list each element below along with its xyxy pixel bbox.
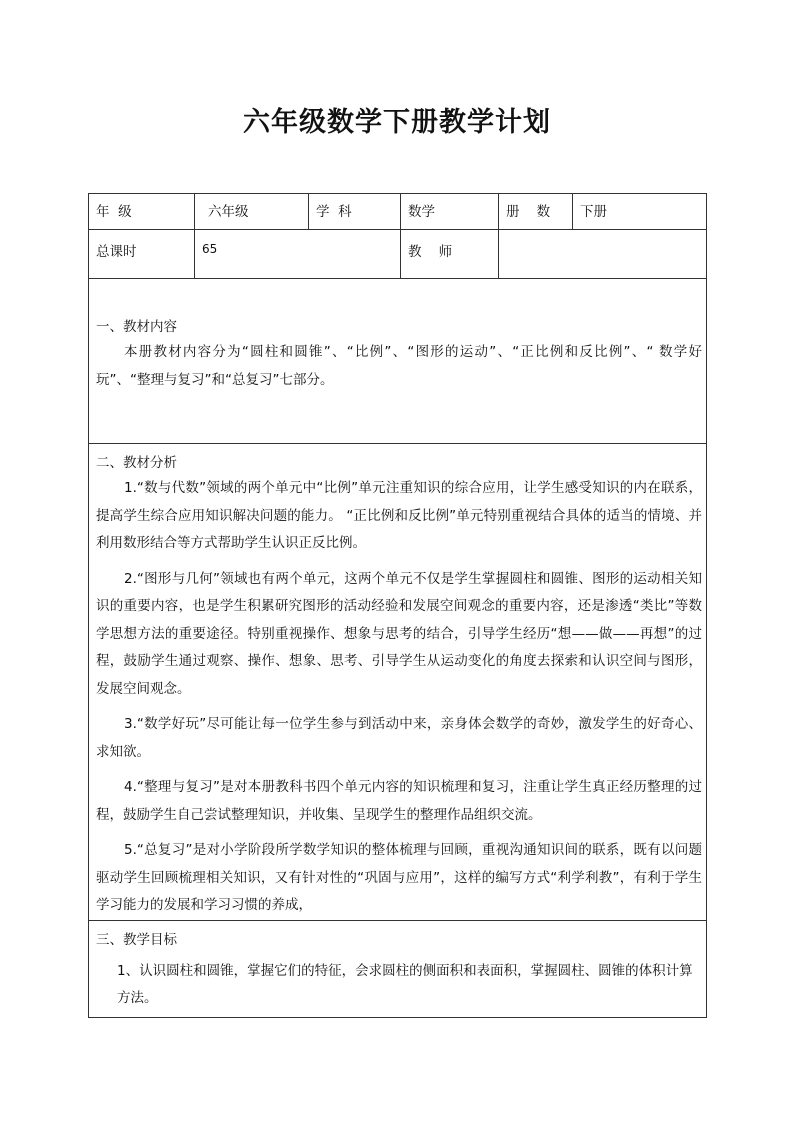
teacher-label-cell (401, 230, 499, 279)
subject-label-cell (309, 194, 401, 230)
teacher-value-cell (499, 230, 707, 279)
teacher-label: 教 师 (408, 244, 453, 260)
teacher-value (499, 230, 706, 246)
volume-value: 下册 (580, 204, 607, 220)
hours-value-cell (195, 230, 401, 279)
volume-label: 册 数 (506, 204, 551, 220)
grade-value: 六年级 (208, 204, 249, 220)
subject-value: 数学 (408, 204, 435, 220)
hours-value: 65 (202, 242, 218, 256)
section-1-text: 本册教材内容分为“圆柱和圆锥”、“比例”、“图形的运动”、“正比例和反比例”、“ 数学好玩”、“整理与复习”和“总复习”七部分。 (96, 344, 702, 388)
section-2-row (89, 444, 707, 921)
section-3-row (89, 920, 707, 1017)
subject-label: 学 科 (316, 204, 352, 220)
grade-label-cell (89, 194, 195, 230)
section-1-row (89, 279, 707, 444)
grade-label: 年 级 (96, 204, 132, 220)
subject-value-cell (401, 194, 499, 230)
info-row-1 (89, 194, 707, 230)
volume-label-cell (499, 194, 573, 230)
hours-label-cell (89, 230, 195, 279)
section-2-cell (89, 444, 707, 921)
section-3-cell (89, 920, 707, 1017)
analysis-paragraph: 2.“图形与几何”领域也有两个单元，这两个单元不仅是学生掌握圆柱和圆锥、图形的运动相关知识的重要内容，也是学生积累研究图形的活动经验和发展空间观念的重要内容，还是渗透“类比”等数学思想方法的重要途径。特别重视操作、想象与思考的结合，引导学生经历“想——做——再想”的过程，鼓励学生通过观察、操作、想象、思考、引导学生从运动变化的角度去探索和认识空间与图形，发展空间观念。 (96, 570, 702, 697)
hours-label: 总课时 (96, 244, 137, 260)
section-1-cell (89, 279, 707, 444)
section-1-heading: 一、教材内容 (96, 319, 177, 335)
analysis-paragraph: 4.“整理与复习”是对本册教科书四个单元内容的知识梳理和复习，注重让学生真正经历整理的过程，鼓励学生自己尝试整理知识，并收集、呈现学生的整理作品组织交流。 (96, 779, 702, 823)
page-title: 六年级数学下册教学计划 (243, 107, 551, 138)
analysis-paragraph: 5.“总复习”是对小学阶段所学数学知识的整体梳理与回顾，重视沟通知识间的联系，既有以问题驱动学生回顾梳理相关知识，又有针对性的“巩固与应用”，这样的编写方式“利学利教”，有利于学生学习能力的发展和学习习惯的养成， (96, 842, 702, 913)
goal-1-text (89, 958, 706, 1012)
section-3-heading: 三、教学目标 (96, 931, 177, 948)
info-row-2 (89, 230, 707, 279)
plan-table (88, 193, 707, 1018)
section-2-heading: 二、教材分析 (96, 455, 177, 471)
goal-1: 1、认识圆柱和圆锥，掌握它们的特征，会求圆柱的侧面积和表面积，掌握圆柱、圆锥的体积计算方法。 (117, 962, 693, 1006)
analysis-paragraph: 3.“数学好玩”尽可能让每一位学生参与到活动中来，亲身体会数学的奇妙，激发学生的好奇心、求知欲。 (96, 716, 702, 760)
grade-value-cell (195, 194, 309, 230)
analysis-paragraph: 1.“数与代数”领域的两个单元中“比例”单元注重知识的综合应用，让学生感受知识的内在联系，提高学生综合应用知识解决问题的能力。 “正比例和反比例”单元特别重视结合具体的适当的情境、并利用数形结合等方式帮助学生认识正反比例。 (96, 480, 702, 551)
volume-value-cell (573, 194, 707, 230)
